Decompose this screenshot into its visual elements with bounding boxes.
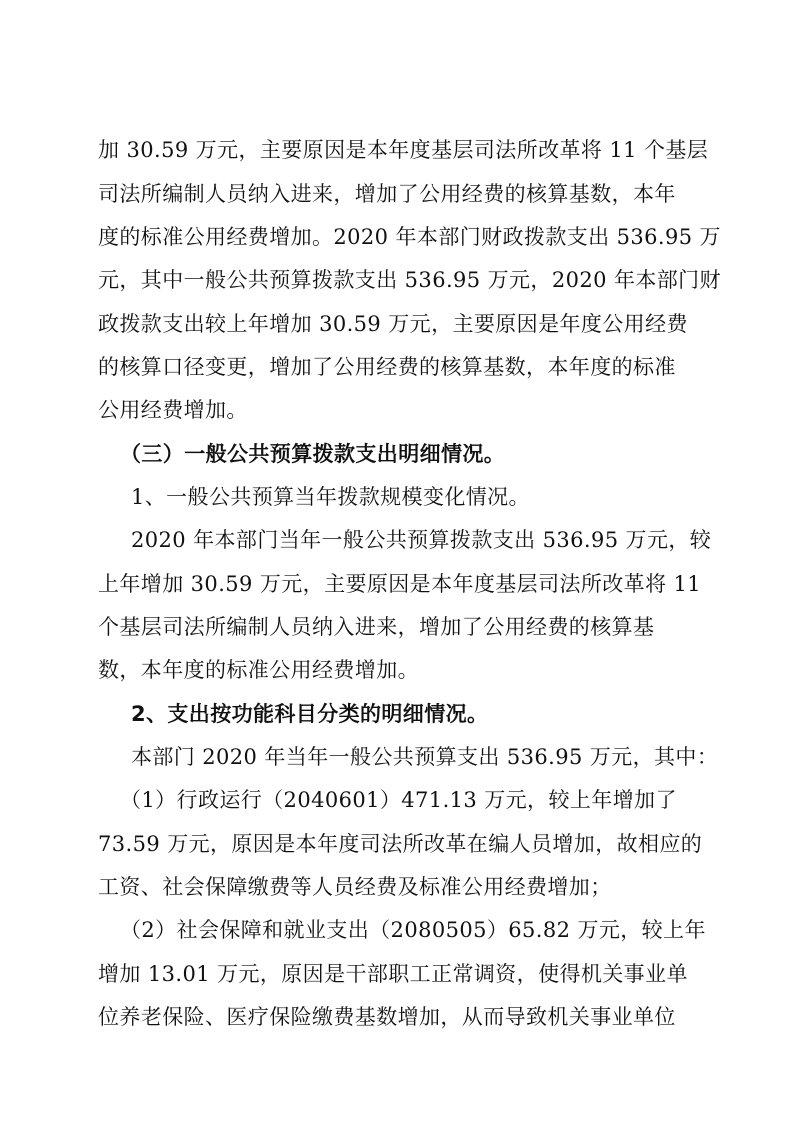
paragraph-line: 2020 年本部门当年一般公共预算拨款支出 536.95 万元，较 [131, 528, 712, 552]
paragraph-line: （2）社会保障和就业支出（2080505）65.82 万元，较上年 [120, 918, 706, 942]
section-heading: （三）一般公共预算拨款支出明细情况。 [120, 442, 506, 466]
paragraph-line: （1）行政运行（2040601）471.13 万元，较上年增加了 [120, 788, 677, 812]
paragraph-line: 司法所编制人员纳入进来，增加了公用经费的核算基数，本年 [98, 182, 676, 206]
paragraph-line: 工资、社会保障缴费等人员经费及标准公用经费增加； [98, 875, 612, 899]
paragraph-line: 元，其中一般公共预算拨款支出 536.95 万元，2020 年本部门财 [98, 268, 721, 292]
paragraph-line: 本部门 2020 年当年一般公共预算支出 536.95 万元，其中： [131, 745, 719, 769]
paragraph-line: 73.59 万元，原因是本年度司法所改革在编人员增加，故相应的 [98, 832, 703, 856]
paragraph-line: 个基层司法所编制人员纳入进来，增加了公用经费的核算基 [98, 615, 655, 639]
paragraph-line: 度的标准公用经费增加。2020 年本部门财政拨款支出 536.95 万 [98, 225, 721, 249]
paragraph-line: 上年增加 30.59 万元，主要原因是本年度基层司法所改革将 11 [98, 572, 702, 596]
paragraph-line: 公用经费增加。 [98, 398, 248, 422]
paragraph-line: 政拨款支出较上年增加 30.59 万元，主要原因是年度公用经费 [98, 312, 688, 336]
paragraph-line: 的核算口径变更，增加了公用经费的核算基数，本年度的标准 [98, 355, 676, 379]
paragraph-line: 位养老保险、医疗保险缴费基数增加，从而导致机关事业单位 [98, 1005, 676, 1029]
subsection-heading: 1、一般公共预算当年拨款规模变化情况。 [131, 485, 530, 509]
paragraph-line: 增加 13.01 万元，原因是干部职工正常调资，使得机关事业单 [98, 962, 688, 986]
paragraph-line: 数，本年度的标准公用经费增加。 [98, 658, 419, 682]
paragraph-line: 加 30.59 万元，主要原因是本年度基层司法所改革将 11 个基层 [98, 138, 709, 162]
subsection-heading: 2、支出按功能科目分类的明细情况。 [131, 702, 489, 726]
